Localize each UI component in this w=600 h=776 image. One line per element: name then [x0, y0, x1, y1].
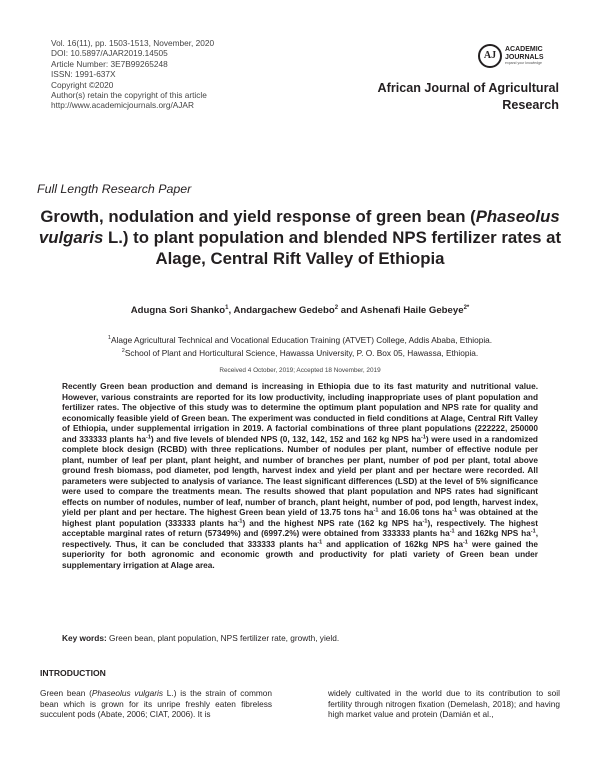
- affiliation-number: 1: [107, 335, 111, 341]
- author-name: Andargachew Gedebo: [233, 305, 335, 317]
- meta-line: Copyright ©2020: [51, 79, 114, 90]
- abstract-text: were gained the superiority for both agronomic and economic growth and productivity for plati variety of Green bean under supplementary irrigation at Alage area.: [62, 539, 539, 570]
- affiliation: [30, 333, 570, 346]
- paper-title: [30, 206, 570, 269]
- title-part1: Growth, nodulation and yield response of green bean (: [40, 207, 476, 226]
- journal-name: [319, 80, 559, 113]
- academic-journals-logo: [478, 44, 578, 68]
- body-column-left: [40, 688, 272, 720]
- abstract-text: ) and five levels of blended NPS (0, 132, 142, 152 and 162 kg NPS ha: [150, 434, 422, 444]
- body-text: L.) is the strain of common bean which is grown for its unripe freshly eaten fibreless succulent pods (Abate, 2006; CIAT, 2006). It is: [40, 688, 273, 720]
- superscript: -1: [452, 507, 457, 514]
- superscript: -1: [422, 517, 428, 524]
- title-part2: L.) to plant population and blended NPS fertilizer rates at Alage, Central Rift Valley of Ethiopia: [103, 228, 562, 268]
- section-heading: INTRODUCTION: [40, 668, 106, 678]
- body-column-right: widely cultivated in the world due to its contribution to soil fertility through nitrogen fixation (Demelash, 2018); and having high market value and protein (Damián et al.,: [328, 688, 560, 720]
- keywords-label: Key words:: [62, 633, 107, 643]
- author-affil-mark: 1: [225, 305, 229, 311]
- abstract-text: , respectively. Thus, it can be concluded that 333333 plants ha: [62, 529, 538, 549]
- body-text: Green bean (: [40, 688, 92, 698]
- affiliation: [30, 346, 570, 359]
- logo-line2: JOURNALS: [505, 53, 544, 61]
- meta-line: ISSN: 1991-637X: [51, 69, 116, 80]
- abstract: [62, 382, 538, 571]
- author-name: Ashenafi Haile Gebeye: [360, 305, 464, 317]
- journal-name-line1: African Journal of Agricultural: [377, 81, 559, 95]
- article-metadata: [51, 38, 351, 111]
- author-list: [0, 305, 600, 316]
- author-separator: ,: [228, 305, 234, 317]
- superscript: -1: [421, 433, 426, 440]
- logo-line1: ACADEMIC: [505, 46, 543, 53]
- meta-line: DOI: 10.5897/AJAR2019.14505: [51, 48, 168, 59]
- superscript: -1: [317, 538, 323, 545]
- abstract-text: and 16.06 tons ha: [378, 508, 453, 517]
- received-accepted-dates: Received 4 October, 2019; Accepted 18 November, 2019: [219, 367, 381, 374]
- abstract-text: ) and the highest NPS rate (162 kg NPS ha: [242, 518, 423, 528]
- meta-line: Author(s) retain the copyright of this article: [51, 90, 207, 101]
- keywords-text: Green bean, plant population, NPS fertilizer rate, growth, yield.: [106, 633, 340, 643]
- superscript: -1: [145, 433, 151, 440]
- logo-wordmark: [505, 46, 544, 61]
- paper-type: Full Length Research Paper: [37, 182, 192, 196]
- abstract-text: and application of 162kg NPS ha: [322, 539, 463, 549]
- keywords: [62, 633, 538, 643]
- author-affil-mark: 2*: [463, 305, 470, 311]
- affiliation-text: School of Plant and Horticultural Science, Hawassa University, P. O. Box 05, Hawassa, Ethiopia.: [124, 347, 479, 358]
- abstract-text: was obtained at the highest plant population (333333 plants ha: [62, 508, 538, 528]
- superscript: -1: [373, 507, 379, 514]
- meta-line: Vol. 16(11), pp. 1503-1513, November, 2020: [51, 38, 215, 48]
- abstract-text: and 162kg NPS ha: [454, 529, 531, 538]
- author-name: Adugna Sori Shanko: [130, 305, 226, 317]
- affiliations: [30, 333, 570, 359]
- abstract-text: Recently Green bean production and demand is increasing in Ethiopia due to its fast maturity and nutritional value. However, various constraints are reported for its low productivity, including inappropriate uses of plant population and fertilizer rates. The objective of this study was to determine the optimum plant population and NPS rate for quality and economically feasible yield of Green bean. The experiment was conducted in field conditions at Alage, Central Rift Valley of Ethiopia, under supplemental irrigation in 2019. A factorial combinations of three plant populations (222222, 250000 and 333333 plants ha: [62, 382, 538, 444]
- abstract-text: ), respectively. The highest acceptable marginal rates of return (57349%) and (6997.2%) were obtained from 333333 plants ha: [62, 518, 538, 538]
- abstract-text: ) were used in a randomized complete block design (RCBD) with three replications. Number of nodules per plant, number of effective nodule per plant, number of leaf per plant, plant height, and number of branches per plant, number of pod per plant, total above ground fresh biomass, pod diameter, pod length, harvest index and yield per plant and per hectare were recorded. All parameters were subjected to analysis of variance. The least significant differences (LSD) at the level of 5% significance were used to compare the treatments mean. The results showed that plant population and NPS rates had significant effects on number of nodules, number of leaf, number of branch, plant height, number of pod, pod length, harvest index, yield per plant and per hectare. The highest Green bean yield of 13.75 tons ha: [62, 434, 538, 517]
- logo-mark: AJ: [478, 44, 502, 68]
- superscript: -1: [237, 517, 243, 524]
- scientific-name: Phaseolus vulgaris: [91, 688, 164, 698]
- meta-link[interactable]: http://www.academicjournals.org/AJAR: [51, 100, 194, 111]
- superscript: -1: [462, 538, 468, 545]
- affiliation-text: Alage Agricultural Technical and Vocational Education Training (ATVET) College, Addis Ababa, Ethiopia.: [110, 334, 493, 345]
- meta-line: Article Number: 3E7B99265248: [51, 58, 168, 69]
- affiliation-number: 2: [121, 347, 125, 354]
- author-affil-mark: 2: [334, 305, 339, 311]
- logo-tagline: expand your knowledge: [505, 61, 542, 65]
- journal-name-line2: Research: [502, 97, 559, 112]
- author-separator: and: [338, 305, 361, 317]
- title-scientific-name: Phaseolus vulgaris: [38, 207, 560, 247]
- superscript: -1: [449, 528, 455, 535]
- superscript: -1: [530, 528, 536, 535]
